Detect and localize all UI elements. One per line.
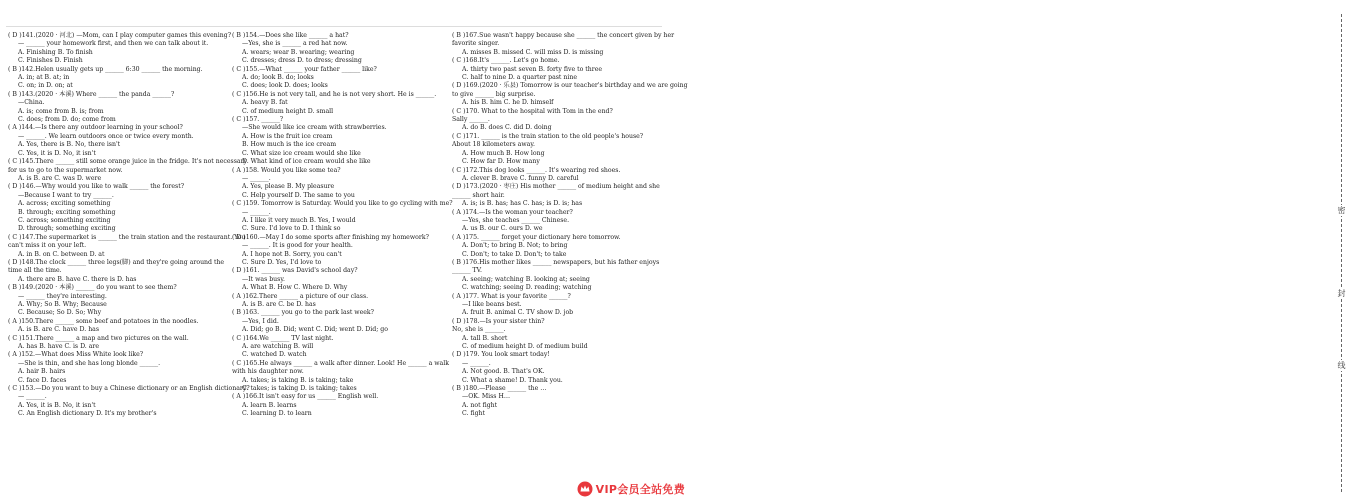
question-line: ______ TV. xyxy=(452,267,483,275)
question-line: A. fruit B. animal C. TV show D. job xyxy=(462,309,574,317)
question-line: ( C )159. Tomorrow is Saturday. Would you like to go cycling with me? xyxy=(232,200,453,208)
question-line: ( B )143.(2020 · 本溪) Where ______ the panda ______? xyxy=(8,90,175,98)
question-line: A. Yes, it is B. No, it isn't xyxy=(18,401,96,409)
question-line: C. half to nine D. a quarter past nine xyxy=(462,74,577,82)
question-line: ( A )177. What is your favorite ______? xyxy=(452,292,571,300)
question-line: C. Finishes D. Finish xyxy=(18,57,83,65)
question-line: A. heavy B. fat xyxy=(242,99,288,107)
question-line: — ______. xyxy=(242,174,271,182)
question-line: A. his B. him C. he D. himself xyxy=(462,99,554,107)
question-line: A. I hope not B. Sorry, you can't xyxy=(242,250,342,258)
question-line: A. us B. our C. ours D. we xyxy=(462,225,543,233)
question-line: ( D )178.—Is your sister thin? xyxy=(452,317,545,325)
question-line: C. Because; So D. So; Why xyxy=(18,309,102,317)
question-line: ( D )161. ______ was David's school day? xyxy=(232,267,358,275)
crown-logo-icon xyxy=(577,481,593,497)
question-line: ( A )175. ______ forget your dictionary here tomorrow. xyxy=(452,233,621,241)
question-line: C. face D. faces xyxy=(18,376,67,384)
column-middle xyxy=(232,32,451,419)
question-line: A. is; is B. has; has C. has; is D. is; has xyxy=(462,200,583,208)
question-line: About 18 kilometers away. xyxy=(452,141,535,149)
question-line: B. How much is the ice cream xyxy=(242,141,337,149)
question-line: ( C )153.—Do you want to buy a Chinese dictionary or an English dictionary? xyxy=(8,385,250,393)
margin-char-seal: 密 xyxy=(1337,206,1346,215)
question-line: ( C )157. ______? xyxy=(232,116,284,124)
question-line: ( D )169.(2020 · 乐县) Tomorrow is our teacher's birthday and we are going xyxy=(452,82,688,90)
question-line: No, she is ______. xyxy=(452,326,506,334)
question-line: ( C )165.He always ______ a walk after dinner. Look! He ______ a walk xyxy=(232,359,449,367)
question-line: ( D )160.—May I do some sports after finishing my homework? xyxy=(232,233,429,241)
question-line: —Yes, she teaches ______ Chinese. xyxy=(462,216,570,224)
question-line: ( C )155.—What ______ your father ______ like? xyxy=(232,65,377,73)
seal-line xyxy=(1341,14,1342,492)
question-line: — ______. xyxy=(18,393,47,401)
question-line: — ______. xyxy=(242,208,271,216)
question-line: for us to go to the supermarket now. xyxy=(8,166,123,174)
question-line: ( D )179. You look smart today! xyxy=(452,351,550,359)
question-line: ( C )156.He is not very tall, and he is not very short. He is ______. xyxy=(232,90,437,98)
question-line: C. does; look D. does; looks xyxy=(242,82,328,90)
question-line: ( A )158. Would you like some tea? xyxy=(232,166,341,174)
question-line: A. Finishing B. To finish xyxy=(18,48,93,56)
question-line: A. seeing; watching B. looking at; seeing xyxy=(462,275,590,283)
question-line: ( A )162.There ______ a picture of our class. xyxy=(232,292,369,300)
question-line: A. there are B. have C. there is D. has xyxy=(18,275,137,283)
question-line: —OK. Miss H… xyxy=(462,393,511,401)
question-line: D. What kind of ice cream would she like xyxy=(242,158,371,166)
question-line: —Because I want to try ______. xyxy=(18,191,114,199)
question-line: — ______. It is good for your health. xyxy=(242,242,353,250)
question-line: ( C )168.It's ______. Let's go home. xyxy=(452,57,560,65)
question-line: A. is; come from B. is; from xyxy=(18,107,104,115)
question-line: —Yes, she is ______ a red hat now. xyxy=(242,40,348,48)
question-line: C. of medium height D. small xyxy=(242,107,334,115)
question-line: —China. xyxy=(18,99,45,107)
header-rule xyxy=(6,26,662,27)
question-line: C. does; from D. do; come from xyxy=(18,116,116,124)
question-line: A. wears; wear B. wearing; wearing xyxy=(242,48,355,56)
question-line: ( D )148.The clock ______ three legs(脚) and they're going around the xyxy=(8,258,225,266)
question-line: ( A )152.—What does Miss White look like? xyxy=(8,351,144,359)
question-line: ( B )142.Helen usually gets up ______ 6:30 ______ the morning. xyxy=(8,65,203,73)
question-line: ( A )144.—Is there any outdoor learning in your school? xyxy=(8,124,183,132)
question-line: A. Yes, there is B. No, there isn't xyxy=(18,141,121,149)
question-line: — ______. We learn outdoors once or twice every month. xyxy=(18,132,194,140)
question-line: ( B )167.Sue wasn't happy because she ______ the concert given by her xyxy=(452,32,675,39)
column-right xyxy=(452,32,688,419)
margin-char-line: 线 xyxy=(1337,361,1346,370)
question-line: ( C )151.There ______ a map and two pictures on the wall. xyxy=(8,334,189,342)
question-line: C. dresses; dress D. to dress; dressing xyxy=(242,57,362,65)
question-line: C. of medium height D. of medium build xyxy=(462,343,588,351)
question-line: ( A )174.—Is the woman your teacher? xyxy=(452,208,573,216)
question-line: C. What a shame! D. Thank you. xyxy=(462,376,563,384)
margin-char-close: 封 xyxy=(1337,289,1346,298)
question-line: C. across; something exciting xyxy=(18,216,111,224)
question-line: A. Not good. B. That's OK. xyxy=(462,368,545,376)
question-line: C. How far D. How many xyxy=(462,158,540,166)
question-line: —I like beans best. xyxy=(462,301,522,308)
question-line: ( B )149.(2020 · 本溪) ______ do you want to see them? xyxy=(8,284,177,292)
question-line: A. is B. are C. have D. has xyxy=(18,326,100,334)
question-line: ( C )147.The supermarket is ______ the train station and the restaurant. You xyxy=(8,233,246,241)
question-line: A. How is the fruit ice cream xyxy=(242,132,333,140)
question-line: ( C )164.We ______ TV last night. xyxy=(232,334,334,342)
question-line: ( B )176.His mother likes ______ newspapers, but his father enjoys xyxy=(452,258,660,266)
question-line: C. Sure. I'd love to D. I think so xyxy=(242,225,341,233)
question-line: favorite singer. xyxy=(452,40,500,48)
question-line: — ______ they're interesting. xyxy=(18,292,107,300)
question-line: ( B )180.—Please ______ the … xyxy=(452,385,547,393)
question-line: A. tall B. short xyxy=(462,334,508,342)
question-line: B. through; exciting something xyxy=(18,208,116,216)
question-line: A. has B. have C. is D. are xyxy=(18,343,100,351)
question-line: A. How much B. How long xyxy=(462,149,545,157)
question-line: to give ______ big surprise. xyxy=(452,90,536,98)
question-line: A. Don't; to bring B. Not; to bring xyxy=(462,242,568,250)
question-line: ( C )145.There ______ still some orange juice in the fridge. It's not necessary xyxy=(8,158,248,166)
question-line: C. Don't; to take D. Don't; to take xyxy=(462,250,567,258)
question-line: A. do B. does C. did D. doing xyxy=(462,124,552,132)
column-left xyxy=(8,32,250,419)
question-line: —She would like ice cream with strawberries. xyxy=(242,124,387,132)
question-line: C. Sure D. Yes, I'd love to xyxy=(242,258,322,266)
question-line: —It was busy. xyxy=(242,275,285,283)
question-line: can't miss it on your left. xyxy=(8,242,87,250)
question-line: — ______ your homework first, and then we can talk about it. xyxy=(18,40,209,48)
question-line: ( B )163. ______ you go to the park last week? xyxy=(232,309,374,317)
question-line: A. clever B. brave C. funny D. careful xyxy=(462,174,579,182)
question-line: C. takes; is taking D. is taking; takes xyxy=(242,385,357,393)
question-line: A. takes; is taking B. is taking; take xyxy=(242,376,354,384)
question-line: A. Yes, please B. My pleasure xyxy=(242,183,335,191)
question-line: C. watched D. watch xyxy=(242,351,307,359)
question-line: D. through; something exciting xyxy=(18,225,116,233)
question-line: ( A )150.There ______ some beef and potatoes in the noodles. xyxy=(8,317,199,325)
question-line: ______ short hair. xyxy=(452,191,505,199)
question-line: A. misses B. missed C. will miss D. is missing xyxy=(462,48,604,56)
watermark-text: VIP会员全站免费 xyxy=(595,483,685,496)
question-line: A. I like it very much B. Yes, I would xyxy=(242,216,356,224)
question-line: C. learning D. to learn xyxy=(242,410,312,418)
question-line: C. watching; seeing D. reading; watching xyxy=(462,284,592,292)
question-line: —Yes, I did. xyxy=(242,317,279,325)
question-line: with his daughter now. xyxy=(232,368,304,376)
question-line: A. do; look B. do; looks xyxy=(242,74,314,82)
question-line: A. in B. on C. between D. at xyxy=(18,250,105,258)
question-line: ( A )166.It isn't easy for us ______ English well. xyxy=(232,393,379,401)
question-line: A. learn B. learns xyxy=(242,401,297,409)
question-line: C. What size ice cream would she like xyxy=(242,149,361,157)
question-line: C. Help yourself D. The same to you xyxy=(242,191,355,199)
question-line: time all the time. xyxy=(8,267,62,275)
question-line: ( D )146.—Why would you like to walk ______ the forest? xyxy=(8,183,185,191)
binding-margin xyxy=(664,0,1346,501)
question-line: A. not fight xyxy=(462,401,498,409)
question-line: C. on; in D. on; at xyxy=(18,82,73,90)
question-line: — ______. xyxy=(462,359,491,367)
question-line: A. is B. are C. was D. were xyxy=(18,174,102,182)
question-line: ( C )171. ______ is the train station to the old people's house? xyxy=(452,132,644,140)
question-line: A. What B. How C. Where D. Why xyxy=(242,284,348,292)
question-line: ( D )173.(2020 · 枣庄) His mother ______ of medium height and she xyxy=(452,183,660,191)
question-line: A. in; at B. at; in xyxy=(18,74,70,82)
question-line: C. An English dictionary D. It's my brother's xyxy=(18,410,157,418)
question-line: C. fight xyxy=(462,410,486,418)
question-line: C. Yes, it is D. No, it isn't xyxy=(18,149,96,157)
question-line: A. Why; So B. Why; Because xyxy=(18,301,107,308)
question-line: ( C )170. What to the hospital with Tom in the end? xyxy=(452,107,613,115)
question-line: —She is thin, and she has long blonde ______. xyxy=(18,359,161,367)
vip-watermark[interactable] xyxy=(574,480,688,498)
question-line: ( D )141.(2020 · 河北) —Mom, can I play computer games this evening? xyxy=(8,32,232,39)
question-line: A. hair B. hairs xyxy=(18,368,66,376)
question-line: A. Did; go B. Did; went C. Did; went D. Did; go xyxy=(242,326,388,334)
question-line: A. across; exciting something xyxy=(18,200,111,208)
question-line: Sally ______. xyxy=(452,116,490,124)
question-line: ( C )172.This dog looks ______. It's wearing red shoes. xyxy=(452,166,621,174)
question-line: A. are watching B. will xyxy=(242,343,314,351)
question-line: ( B )154.—Does she like ______ a hat? xyxy=(232,32,349,39)
question-line: A. is B. are C. be D. has xyxy=(242,301,316,308)
question-line: A. thirty two past seven B. forty five to three xyxy=(462,65,603,73)
